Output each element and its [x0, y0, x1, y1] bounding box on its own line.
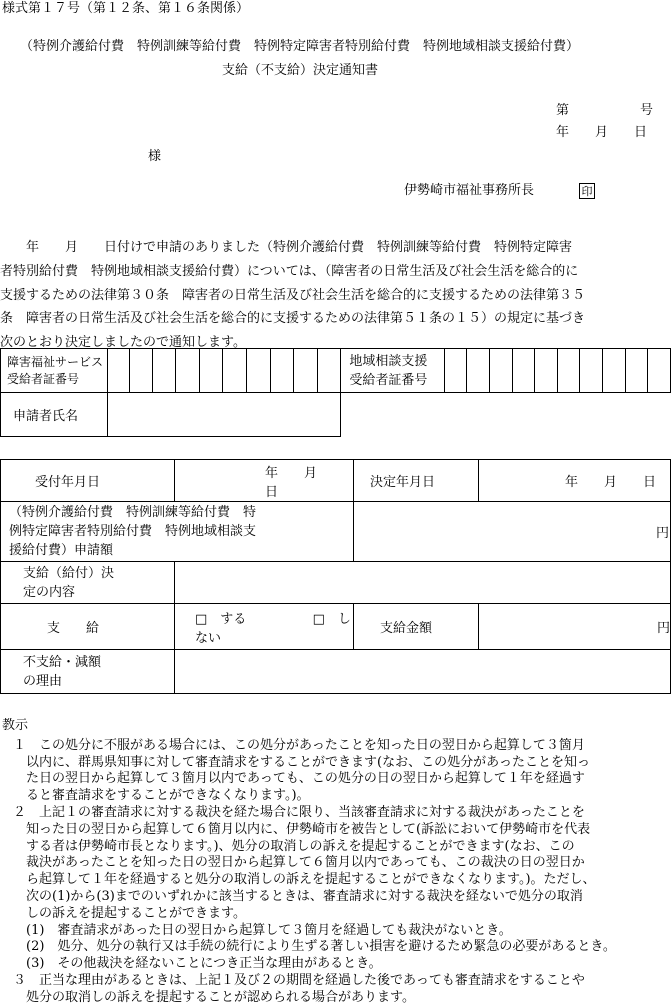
decision-date-label: 決定年月日: [353, 460, 478, 502]
addressee: 様: [148, 149, 162, 164]
option-no-pay-checkbox[interactable]: □ しない: [195, 611, 351, 646]
welfare-cert-digit[interactable]: [317, 349, 341, 393]
instruction-line: た日の翌日から起算して３箇月以内であっても、この処分の日の翌日から起算して１年を経過す: [0, 771, 585, 787]
instruction-line: (2) 処分、処分の執行又は手続の続行により生ずる著しい損害を避けるため緊急の必要があるとき。: [0, 939, 616, 955]
form-number: 様式第１７号（第１２条、第１６条関係）: [2, 1, 250, 16]
body-line: 条 障害者の日常生活及び社会生活を総合的に支援するための法律第５１条の１５）の規定に基づき: [0, 311, 586, 327]
instruction-line: (3) その他裁決を経ないことにつき正当な理由があるとき。: [0, 956, 382, 972]
payment-amount-field[interactable]: 円: [478, 604, 670, 650]
body-line: 年 月 日付けで申請のありました（特例介護給付費 特例訓練等給付費 特例特定障害: [0, 240, 573, 255]
option-pay-checkbox[interactable]: □ する: [195, 611, 247, 627]
community-cert-digit[interactable]: [444, 349, 467, 393]
instruction-line: １ この処分に不服がある場合には、この処分があったことを知った日の翌日から起算して３箇月: [0, 737, 585, 753]
rejection-reason-label: 不支給・減額 の理由: [1, 650, 175, 694]
welfare-cert-digit[interactable]: [294, 349, 318, 393]
applicant-name-label: 申請者氏名: [1, 393, 108, 437]
instructions-title: 教示: [2, 718, 29, 733]
document-date: 年 月 日: [556, 125, 648, 140]
decision-table: [0, 459, 671, 694]
instruction-line: 知った日の翌日から起算して６箇月以内に、伊勢崎市を被告として(訴訟において伊勢崎市を代表: [0, 821, 591, 837]
certificate-table: [0, 348, 671, 437]
decision-date-field[interactable]: 年 月 日: [478, 460, 670, 502]
community-cert-digit[interactable]: [512, 349, 535, 393]
document-number: 第 号: [556, 103, 655, 118]
instruction-line: 裁決があったことを知った日の翌日から起算して６箇月以内であっても、この裁決の日の翌日か: [0, 855, 585, 871]
welfare-cert-digit[interactable]: [130, 349, 153, 393]
instruction-line: しの訴えを提起することができます。: [0, 905, 246, 921]
rejection-reason-field[interactable]: [175, 650, 671, 694]
community-cert-digit[interactable]: [490, 349, 513, 393]
instruction-line: ると審査請求をすることができなくなります。)。: [0, 788, 310, 804]
applicant-name-field[interactable]: [107, 393, 341, 437]
applied-amount-label: （特例介護給付費 特例訓練等給付費 特 例特定障害者特別給付費 特例地域相談支 援給付費）申請額: [1, 502, 354, 562]
community-cert-digit[interactable]: [648, 349, 671, 393]
welfare-cert-digit[interactable]: [152, 349, 176, 393]
welfare-cert-digit[interactable]: [199, 349, 223, 393]
payment-amount-label: 支給金額: [353, 604, 478, 650]
community-cert-digit[interactable]: [602, 349, 625, 393]
instruction-line: ２ 上記１の審査請求に対する裁決を経た場合に限り、当該審査請求に対する裁決があったことを: [0, 804, 585, 820]
community-cert-digit[interactable]: [580, 349, 603, 393]
community-cert-digit[interactable]: [535, 349, 558, 393]
instruction-line: 次の(1)から(3)までのいずれかに該当するときは、審査請求に対する裁決を経ないで処分の取消: [0, 888, 583, 904]
decision-content-label: 支給（給付）決 定の内容: [1, 562, 175, 604]
instructions-section: [0, 718, 672, 1007]
notice-title-line1: （特例介護給付費 特例訓練等給付費 特例特定障害者特別給付費 特例地域相談支援給付費）: [20, 39, 580, 54]
received-date-label: 受付年月日: [1, 460, 175, 502]
received-date-field[interactable]: 年 月 日: [175, 460, 354, 502]
community-cert-label: 地域相談支援 受給者証番号: [341, 349, 445, 393]
decision-content-field[interactable]: [175, 562, 671, 604]
notice-title-line2: 支給（不支給）決定通知書: [222, 63, 379, 78]
body-line: 次のとおり決定しましたので通知します。: [0, 335, 246, 351]
instruction-line: ３ 正当な理由があるときは、上記１及び２の期間を経過した後であっても審査請求をすることや: [0, 972, 585, 988]
notice-body: [0, 236, 672, 355]
instruction-line: 以内に、群馬県知事に対して審査請求をすることができます(なお、この処分があったことを知っ: [0, 754, 590, 770]
welfare-cert-digit[interactable]: [107, 349, 130, 393]
body-line: 支援するための法律第３０条 障害者の日常生活及び社会生活を総合的に支援するための法律第３５: [0, 287, 586, 303]
payment-label: 支 給: [1, 604, 175, 650]
welfare-cert-digit[interactable]: [223, 349, 247, 393]
community-cert-digit[interactable]: [557, 349, 580, 393]
welfare-cert-digit[interactable]: [176, 349, 200, 393]
applied-amount-field[interactable]: 円: [353, 502, 670, 562]
payment-options: [175, 604, 354, 650]
official-seal: 印: [579, 183, 595, 199]
welfare-cert-label: 障害福祉サービス 受給者証番号: [1, 349, 108, 393]
body-line: 者特別給付費 特例地域相談支援給付費）については、（障害者の日常生活及び社会生活を総合的に: [0, 263, 579, 279]
community-cert-digit[interactable]: [467, 349, 490, 393]
sender-name: 伊勢崎市福祉事務所長: [404, 183, 535, 198]
welfare-cert-digit[interactable]: [247, 349, 271, 393]
instruction-line: する者は伊勢崎市長となります。)、処分の取消しの訴えを提起することができます(なお、この: [0, 838, 575, 854]
instruction-line: ら起算して１年を経過すると処分の取消しの訴えを提起することができなくなります。)。ただし、: [0, 872, 596, 888]
instruction-line: 処分の取消しの訴えを提起することが認められる場合があります。: [0, 989, 415, 1005]
welfare-cert-digit[interactable]: [270, 349, 294, 393]
instruction-line: (1) 審査請求があった日の翌日から起算して３箇月を経過しても裁決がないとき。: [0, 922, 512, 938]
community-cert-digit[interactable]: [625, 349, 648, 393]
